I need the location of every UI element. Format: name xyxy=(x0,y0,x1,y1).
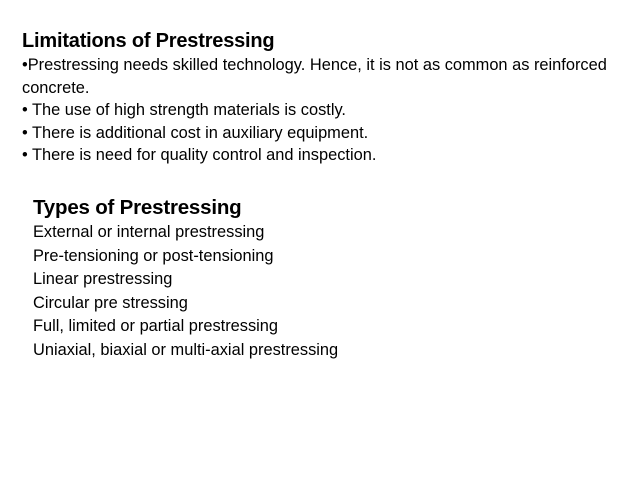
types-heading: Types of Prestressing xyxy=(33,196,242,219)
types-section xyxy=(33,194,593,363)
type-item: Linear prestressing xyxy=(33,270,173,289)
type-item: Uniaxial, biaxial or multi-axial prestressing xyxy=(33,340,339,359)
type-item: Pre-tensioning or post-tensioning xyxy=(33,246,274,265)
limitations-list xyxy=(22,54,622,167)
type-item: External or internal prestressing xyxy=(33,223,265,241)
limitation-item: • The use of high strength materials is costly. xyxy=(22,101,346,120)
limitations-heading: Limitations of Prestressing xyxy=(22,30,275,52)
limitation-item: • There is need for quality control and inspection. xyxy=(22,146,377,165)
type-item: Full, limited or partial prestressing xyxy=(33,317,279,336)
limitation-item: • There is additional cost in auxiliary equipment. xyxy=(22,123,369,142)
types-list xyxy=(33,221,593,363)
limitations-section xyxy=(22,28,622,167)
limitation-item: •Prestressing needs skilled technology. Hence, it is not as common as reinforced concrete. xyxy=(22,56,607,97)
type-item: Circular pre stressing xyxy=(33,293,188,312)
